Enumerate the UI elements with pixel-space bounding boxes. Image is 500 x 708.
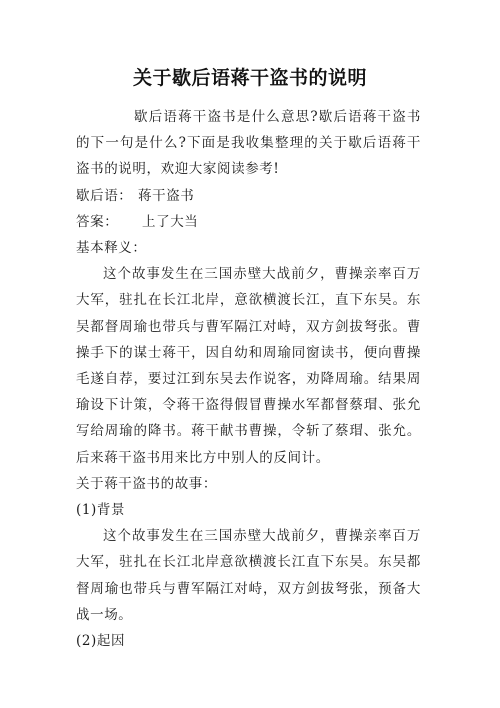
- answer-value: 上了大当: [142, 213, 199, 230]
- intro-paragraph: 歇后语蒋干盗书是什么意思?歇后语蒋干盗书的下一句是什么?下面是我收集整理的关于歇后语蒋干盗书的说明，欢迎大家阅读参考!: [76, 109, 421, 178]
- answer-row: [76, 209, 421, 235]
- document-body: [76, 104, 421, 654]
- term-label: 歇后语：: [76, 187, 133, 204]
- answer-label: 答案：: [76, 213, 119, 230]
- term-row: [76, 183, 421, 209]
- document-title: 关于歇后语蒋干盗书的说明: [132, 67, 367, 89]
- story-heading: 关于蒋干盗书的故事：: [76, 475, 217, 492]
- basic-meaning-paragraph: 这个故事发生在三国赤壁大战前夕，曹操亲率百万大军，驻扎在长江北岸，意欲横渡长江，直下东吴。东吴都督周瑜也带兵与曹军隔江对峙，双方剑拔弩张。曹操手下的谋士蒋干，因自幼和周瑜同窗读书，便向曹操毛遂自荐，要过江到东吴去作说客，劝降周瑜。结果周瑜设下计策，令蒋干盗得假冒曹操水军都督蔡瑁、张允写给周瑜的降书。蒋干献书曹操，令斩了蔡瑁、张允。后来蒋干盗书用来比方中别人的反间计。: [76, 266, 421, 466]
- section-background-paragraph: 这个故事发生在三国赤壁大战前夕，曹操亲率百万大军，驻扎在长江北岸意欲横渡长江直下东吴。东吴都督周瑜也带兵与曹军隔江对峙，双方剑拔弩张，预备大战一场。: [76, 528, 421, 623]
- section-background-heading: (1)背景: [76, 502, 126, 519]
- term-value: 蒋干盗书: [138, 187, 195, 204]
- basic-meaning-heading: 基本释义：: [76, 240, 147, 257]
- section-cause-heading: (2)起因: [76, 633, 126, 650]
